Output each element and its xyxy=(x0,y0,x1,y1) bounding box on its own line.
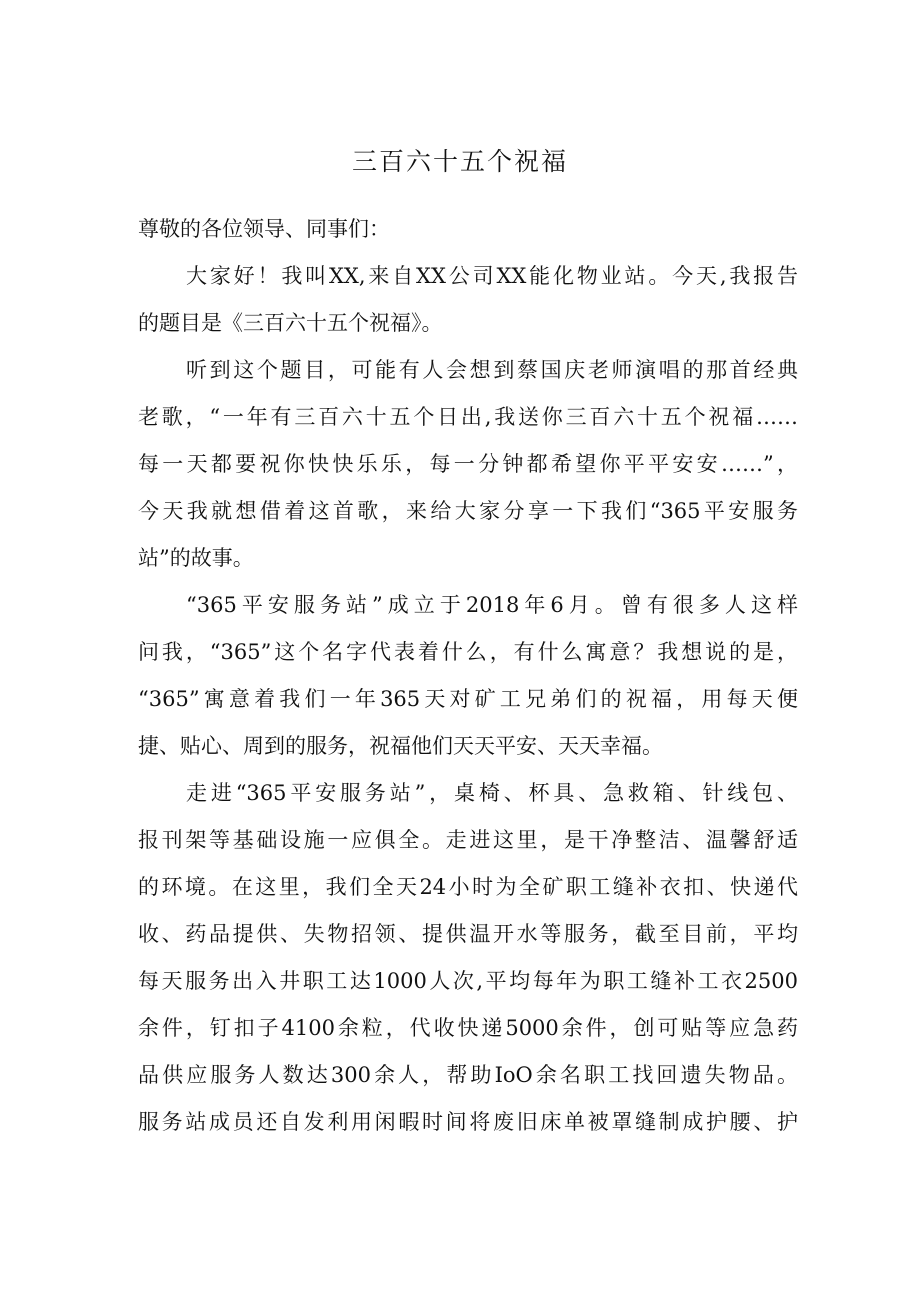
body-line: 服务站成员还自发利用闲暇时间将废旧床单被罩缝制成护腰、护 xyxy=(138,1110,798,1134)
document-body xyxy=(138,206,798,1146)
body-line: “365”寓意着我们一年365天对矿工兄弟们的祝福，用每天便 xyxy=(138,687,798,711)
body-line: 报刊架等基础设施一应俱全。走进这里，是干净整洁、温馨舒适 xyxy=(138,828,798,852)
body-line: 收、药品提供、失物招领、提供温开水等服务，截至目前，平均 xyxy=(138,922,798,946)
body-line: 每天服务出入井职工达1000人次,平均每年为职工缝补工衣2500 xyxy=(138,969,798,993)
body-line: 的题目是《三百六十五个祝福》。 xyxy=(138,311,443,335)
body-line: 问我，“365”这个名字代表着什么，有什么寓意？我想说的是， xyxy=(138,640,798,664)
body-line: 尊敬的各位领导、同事们： xyxy=(138,217,390,241)
body-line: 捷、贴心、周到的服务，祝福他们天天平安、天天幸福。 xyxy=(138,734,663,758)
body-line: 走进“365平安服务站”，桌椅、杯具、急救箱、针线包、 xyxy=(186,781,798,805)
body-line: 每一天都要祝你快快乐乐，每一分钟都希望你平平安安……”， xyxy=(138,452,798,476)
body-line: 听到这个题目，可能有人会想到蔡国庆老师演唱的那首经典 xyxy=(186,358,798,382)
body-line: 品供应服务人数达300余人，帮助IoO余名职工找回遗失物品。 xyxy=(138,1063,798,1087)
body-line: 站”的故事。 xyxy=(138,546,254,570)
body-line: 大家好！我叫XX,来自XX公司XX能化物业站。今天,我报告 xyxy=(186,264,798,288)
document-title: 三百六十五个祝福 xyxy=(351,147,568,176)
body-line: “365平安服务站”成立于2018年6月。曾有很多人这样 xyxy=(186,593,798,617)
body-line: 的环境。在这里，我们全天24小时为全矿职工缝补衣扣、快递代 xyxy=(138,875,798,899)
body-line: 老歌，“一年有三百六十五个日出,我送你三百六十五个祝福…… xyxy=(138,405,798,429)
body-line: 余件，钉扣子4100余粒，代收快递5000余件，创可贴等应急药 xyxy=(138,1016,798,1040)
body-line: 今天我就想借着这首歌，来给大家分享一下我们“365平安服务 xyxy=(138,499,798,523)
